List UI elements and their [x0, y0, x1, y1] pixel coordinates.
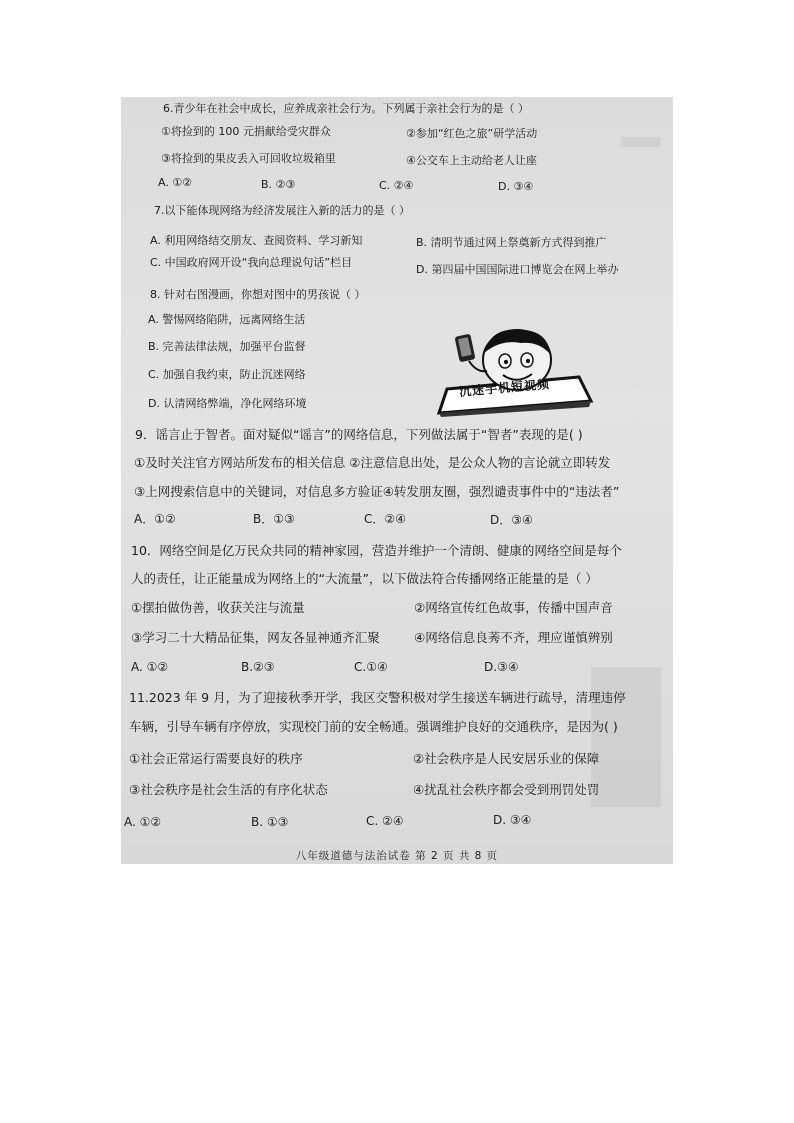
q7-option-b: B. 清明节通过网上祭奠新方式得到推广: [416, 236, 607, 249]
q11-option-b: B. ①③: [251, 815, 289, 829]
q7-option-c: C. 中国政府网开设“我向总理说句话”栏目: [150, 256, 353, 269]
q6-stem: 6.青少年在社会中成长，应养成亲社会行为。下列属于亲社会行为的是（ ）: [163, 102, 529, 115]
page-footer: 八年级道德与法治试卷 第 2 页 共 8 页: [295, 850, 499, 862]
q11-option-a: A. ①②: [124, 815, 162, 829]
q6-item-3: ③将捡到的果皮丢入可回收垃圾箱里: [161, 152, 336, 165]
q11-item-1: ①社会正常运行需要良好的秩序: [129, 751, 303, 766]
q10-item-4: ④网络信息良莠不齐，理应谨慎辨别: [414, 630, 613, 645]
q9-option-b: B．①③: [253, 512, 295, 526]
q11-item-2: ②社会秩序是人民安居乐业的保障: [413, 751, 600, 766]
q8-option-b: B. 完善法律法规，加强平台监督: [148, 340, 306, 353]
q10-option-c: C.①④: [354, 660, 388, 674]
q8-option-a: A. 警惕网络陷阱，远离网络生活: [148, 313, 306, 326]
q11-stem-2: 车辆，引导车辆有序停放，实现校门前的安全畅通。强调维护良好的交通秩序，是因为( ): [129, 719, 618, 734]
q10-item-3: ③学习二十大精品征集，网友各显神通齐汇聚: [131, 630, 380, 645]
q9-option-c: C．②④: [364, 512, 406, 526]
q9-option-a: A．①②: [134, 512, 176, 526]
q11-item-3: ③社会秩序是社会生活的有序化状态: [129, 782, 328, 797]
q10-option-d: D.③④: [484, 660, 519, 674]
q10-option-a: A. ①②: [131, 660, 169, 674]
q11-option-c: C. ②④: [366, 814, 404, 828]
bleed-through-mark: [591, 667, 661, 807]
q6-option-a: A. ①②: [158, 176, 193, 189]
q6-item-2: ②参加“红色之旅”研学活动: [406, 127, 538, 140]
q8-stem: 8. 针对右图漫画，你想对图中的男孩说（ ）: [150, 288, 366, 301]
q7-option-a: A. 利用网络结交朋友、查阅资料、学习新知: [150, 234, 363, 247]
q8-option-c: C. 加强自我约束，防止沉迷网络: [148, 368, 306, 381]
q6-option-c: C. ②④: [379, 179, 414, 192]
q10-option-b: B.②③: [241, 660, 275, 674]
q6-item-1: ①将捡到的 100 元捐献给受灾群众: [161, 125, 331, 138]
q11-option-d: D. ③④: [493, 813, 532, 827]
q10-item-2: ②网络宣传红色故事，传播中国声音: [414, 600, 613, 615]
q8-option-d: D. 认清网络弊端，净化网络环境: [148, 397, 307, 410]
q9-stem: 9．谣言止于智者。面对疑似“谣言”的网络信息，下列做法属于“智者”表现的是( ): [135, 427, 583, 442]
q7-stem: 7.以下能体现网络为经济发展注入新的活力的是（ ）: [154, 204, 410, 217]
comic-illustration: [429, 327, 599, 417]
q10-stem-1: 10．网络空间是亿万民众共同的精神家园，营造并维护一个清朗、健康的网络空间是每个: [131, 543, 622, 558]
q11-stem-1: 11.2023 年 9 月，为了迎接秋季开学，我区交警积极对学生接送车辆进行疏导，清理违停: [129, 690, 626, 705]
q6-option-b: B. ②③: [261, 178, 296, 191]
q7-option-d: D. 第四届中国国际进口博览会在网上举办: [416, 263, 619, 276]
q6-option-d: D. ③④: [498, 180, 534, 193]
q6-item-4: ④公交车上主动给老人让座: [406, 154, 537, 167]
q9-statements-2: ③上网搜索信息中的关键词，对信息多方验证④转发朋友圈，强烈谴责事件中的“违法者”: [134, 484, 620, 499]
bleed-through-mark: [621, 137, 661, 147]
comic-caption: 沉迷手机短视频: [458, 377, 551, 399]
q11-item-4: ④扰乱社会秩序都会受到刑罚处罚: [413, 782, 600, 797]
q9-option-d: D．③④: [490, 513, 533, 527]
q10-stem-2: 人的责任，让正能量成为网络上的“大流量”，以下做法符合传播网络正能量的是（ ）: [131, 571, 598, 586]
q10-item-1: ①摆拍做伪善，收获关注与流量: [131, 600, 305, 615]
exam-page: [121, 97, 673, 864]
q9-statements-1: ①及时关注官方网站所发布的相关信息 ②注意信息出处，是公众人物的言论就立即转发: [134, 455, 611, 470]
